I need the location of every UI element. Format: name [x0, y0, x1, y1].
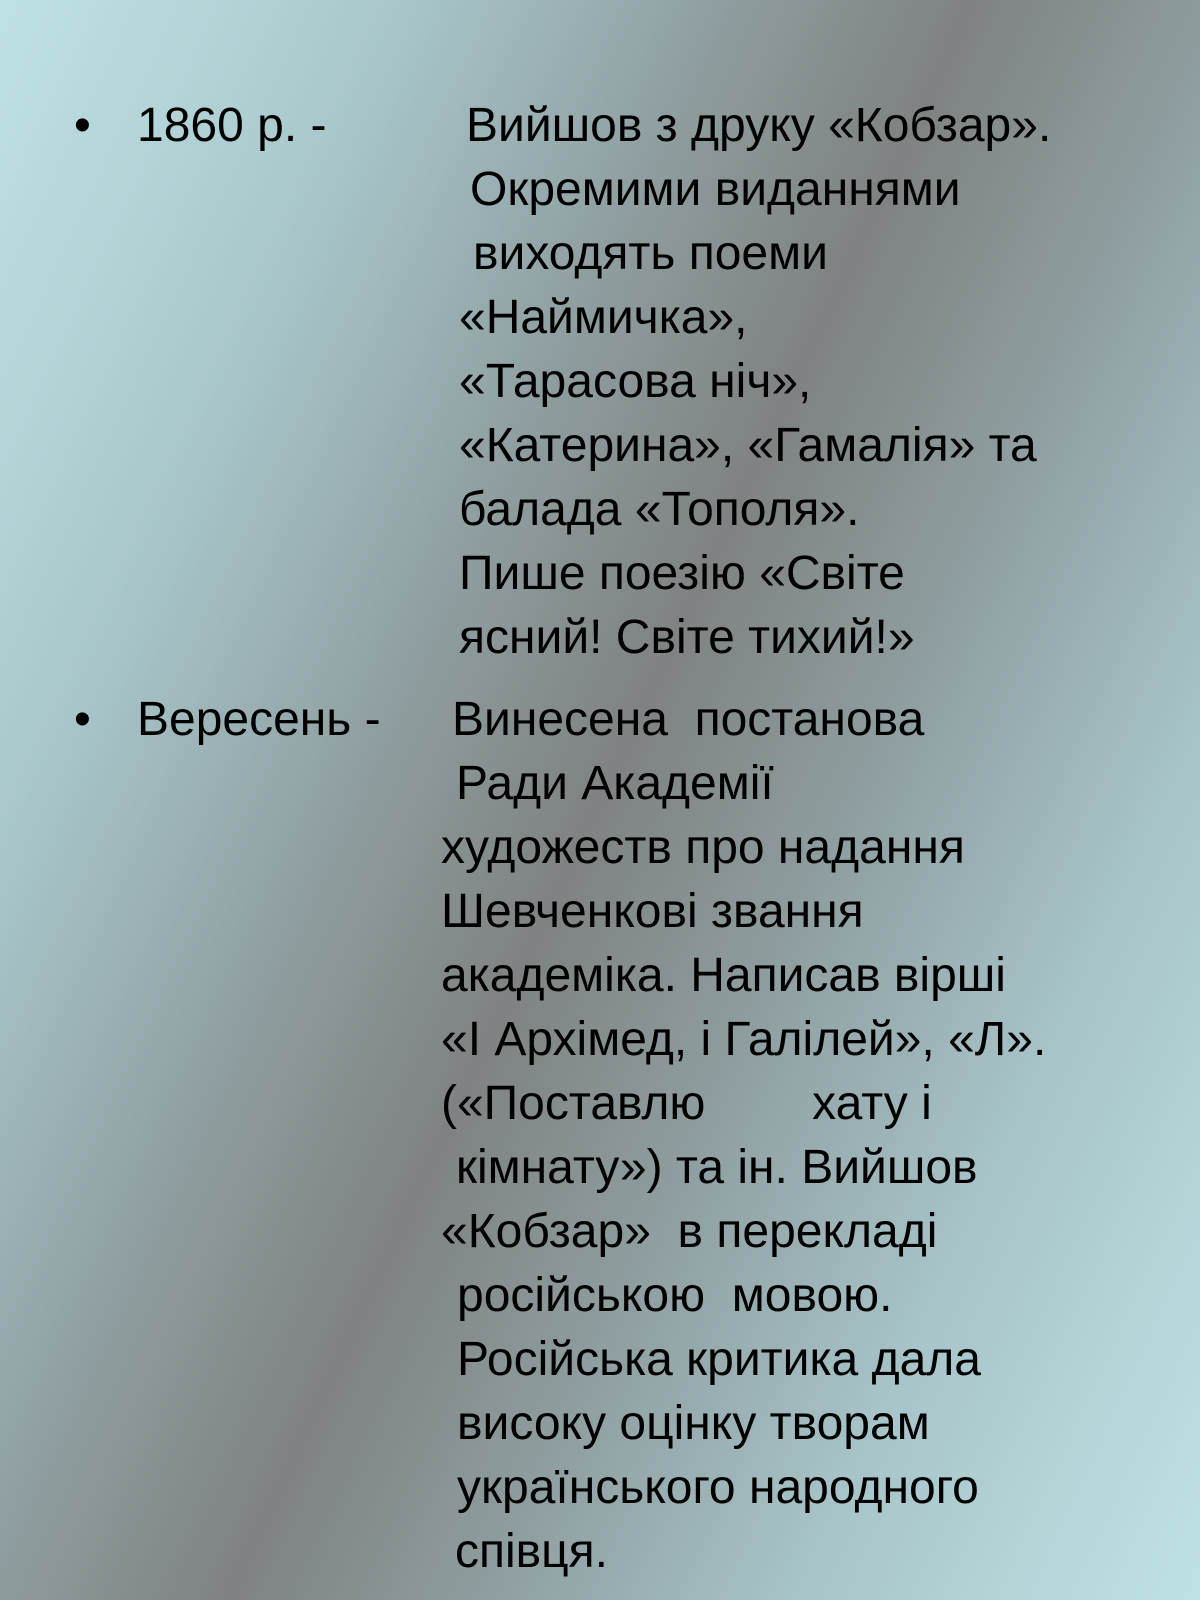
- entry-text-line: («Поставлю хату і: [441, 1077, 932, 1130]
- entry-text-line: «Катерина», «Гамалія» та: [459, 419, 1037, 472]
- entry-text-line: «Наймичка»,: [459, 291, 748, 344]
- entry-text-line: Російська критика дала: [457, 1333, 981, 1386]
- entry-date: 1860 р. -: [137, 99, 327, 152]
- entry-text-line: балада «Тополя».: [459, 483, 860, 536]
- entry-text-line: «Тарасова ніч»,: [459, 355, 812, 408]
- entry-text-line: високу оцінку творам: [457, 1397, 930, 1450]
- entry-text-line: Вийшов з друку «Кобзар».: [466, 99, 1052, 152]
- entry-text-line: українського народного: [457, 1461, 979, 1514]
- entry-text-line: кімнату») та ін. Вийшов: [456, 1141, 978, 1194]
- entry-text-line: російською мовою.: [457, 1269, 893, 1322]
- entry-text-line: художеств про надання: [441, 821, 965, 874]
- entry-text-line: Окремими виданнями: [470, 163, 961, 216]
- entry-text-line: академіка. Написав вірші: [441, 949, 1006, 1002]
- entry-date: Вересень -: [137, 693, 381, 746]
- entry-text-line: ясний! Світе тихий!»: [459, 611, 915, 664]
- bullet-icon: •: [74, 99, 91, 152]
- entry-text-line: Ради Академії: [456, 757, 774, 810]
- entry-text-line: «І Архімед, і Галілей», «Л».: [441, 1013, 1047, 1066]
- entry-text-line: Пише поезію «Світе: [459, 547, 905, 600]
- entry-text-line: «Кобзар» в перекладі: [441, 1205, 938, 1258]
- entry-text-line: Винесена постанова: [452, 693, 925, 746]
- entry-text-line: виходять поеми: [473, 227, 828, 280]
- entry-text-line: співця.: [455, 1525, 608, 1578]
- bullet-icon: •: [74, 693, 91, 746]
- entry-text-line: Шевченкові звання: [441, 885, 864, 938]
